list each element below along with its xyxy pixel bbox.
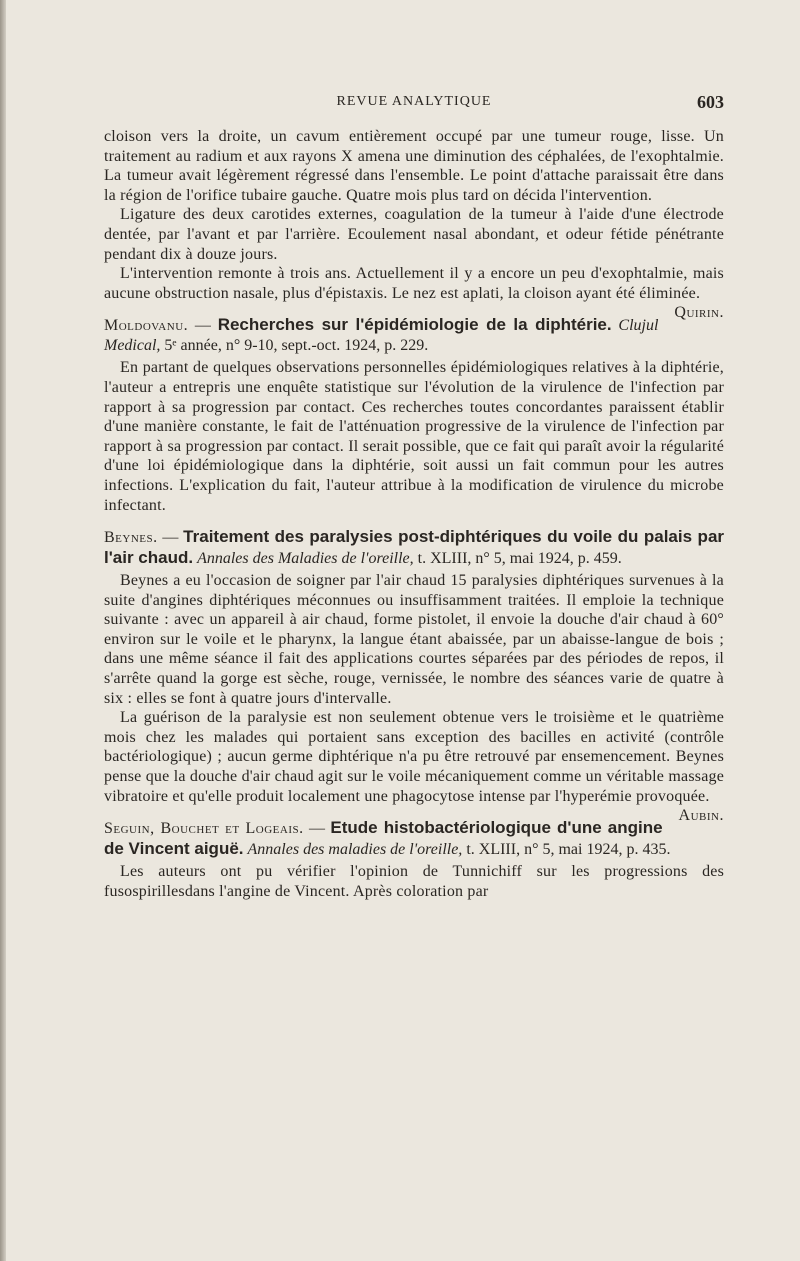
article-1-paragraph-1: En partant de quelques observations personnelles épidémiologiques relatives à la diphtérie, l'auteur a entrepris une enquête statistique sur l'évolution de la virulence de l'infection par rapport à sa progression par contact. Ces recherches toutes concordantes paraissent établir d'une manière constante, le fait de l'atténuation progressive de la virulence de l'infection par rapport à sa progression par contact. Il serait possible, que ce fait qui paraît avoir la régularité d'une loi épidémiologique dans la diphtérie, soit aussi un fait commun pour les autres infections. L'explication du fait, l'auteur attribue à la modification de virulence du microbe infectant. [104, 359, 724, 514]
article-2-journal: Annales des Maladies de l'oreille, [197, 550, 414, 568]
page-binding-edge [0, 0, 6, 1261]
page-number: 603 [697, 92, 724, 112]
article-3-author: Seguin, Bouchet et Logeais. [104, 820, 304, 838]
article-3-dash: — [303, 820, 331, 838]
article-heading-2 [104, 527, 724, 569]
article-3-citation: t. XLIII, n° 5, mai 1924, p. 435. [462, 841, 671, 859]
article-1-dash: — [188, 317, 218, 335]
continuation-paragraph-3 [104, 264, 724, 322]
article-1-citation: 5ᵉ année, n° 9-10, sept.-oct. 1924, p. 229. [160, 337, 429, 355]
article-2-paragraph-1: Beynes a eu l'occasion de soigner par l'air chaud 15 paralysies diphtériques survenues à la suite d'angines diphtériques méconnues ou insuffisamment traitées. Il emploie la technique suivante : avec un appareil à air chaud, forme pistolet, il envoie la douche d'air chaud à 60° environ sur le voile et le pharynx, la langue étant abaissée, par un abaisse-langue de bois ; dans une même séance il fait des applications courtes séparées par des périodes de repos, il s'arrête quand la gorge est sèche, rouge, vernissée, le nombre des séances varie de quatre à six : elles se font à quatre jours d'intervalle. [104, 572, 724, 707]
article-3-title: Etude histobactériologique d'une angine de Vincent aiguë. [104, 818, 663, 859]
article-2-paragraph-2-text: La guérison de la paralysie est non seulement obtenue vers le troisième et le quatrième mois chez les malades qui portaient sans exception des bacilles en activité (contrôle bactériologique) ; aucun germe diphtérique n'a pu être retrouvé par ensemencement. Beynes pense que la douche d'air chaud agit sur le voile mécaniquement comme un véritable massage vibratoire et qu'elle produit localement une phagocytose intense par l'hyperémie provoquée. [104, 709, 724, 805]
running-title: REVUE ANALYTIQUE [336, 94, 492, 109]
article-3-paragraph-1: Les auteurs ont pu vérifier l'opinion de Tunnichiff sur les progressions des fusospirillesdans l'angine de Vincent. Après coloration par [104, 863, 724, 900]
article-3-journal: Annales des maladies de l'oreille, [247, 841, 463, 859]
signature-quirin: Quirin. [674, 304, 724, 322]
article-1-title: Recherches sur l'épidémiologie de la diphtérie. [217, 315, 612, 335]
signature-aubin: Aubin. [678, 807, 724, 825]
continuation-paragraph-1: cloison vers la droite, un cavum entièrement occupé par une tumeur rouge, lisse. Un traitement au radium et aux rayons X amena une diminution des céphalées, de l'exophtalmie. La tumeur avait légèrement régressé dans l'ensemble. Le point d'attache paraissait être dans la région de l'orifice tubaire gauche. Quatre mois plus tard on décida l'intervention. [104, 128, 724, 204]
article-1-author: Moldovanu. [104, 317, 189, 335]
body-text [104, 127, 724, 901]
article-2-paragraph-2 [104, 708, 724, 825]
article-heading-1 [104, 315, 724, 356]
article-heading-3 [104, 818, 724, 860]
continuation-paragraph-3-text: L'intervention remonte à trois ans. Actuellement il y a encore un peu d'exophtalmie, mais aucune obstruction nasale, plus d'épistaxis. Le nez est aplati, la cloison ayant été éliminée. [104, 265, 724, 302]
continuation-paragraph-2: Ligature des deux carotides externes, coagulation de la tumeur à l'aide d'une électrode dentée, par l'avant et par l'arrière. Ecoulement nasal abondant, et odeur fétide pénétrante pendant dix à douze jours. [104, 206, 724, 263]
article-2-citation: t. XLIII, n° 5, mai 1924, p. 459. [413, 550, 622, 568]
article-2-author: Beynes. [104, 529, 158, 547]
article-2-dash: — [157, 529, 184, 547]
page-header [104, 92, 724, 114]
article-2-title: Traitement des paralysies post-diphtériques du voile du palais par l'air chaud. [104, 527, 725, 568]
article-1-journal: Clujul Medical, [104, 317, 659, 355]
